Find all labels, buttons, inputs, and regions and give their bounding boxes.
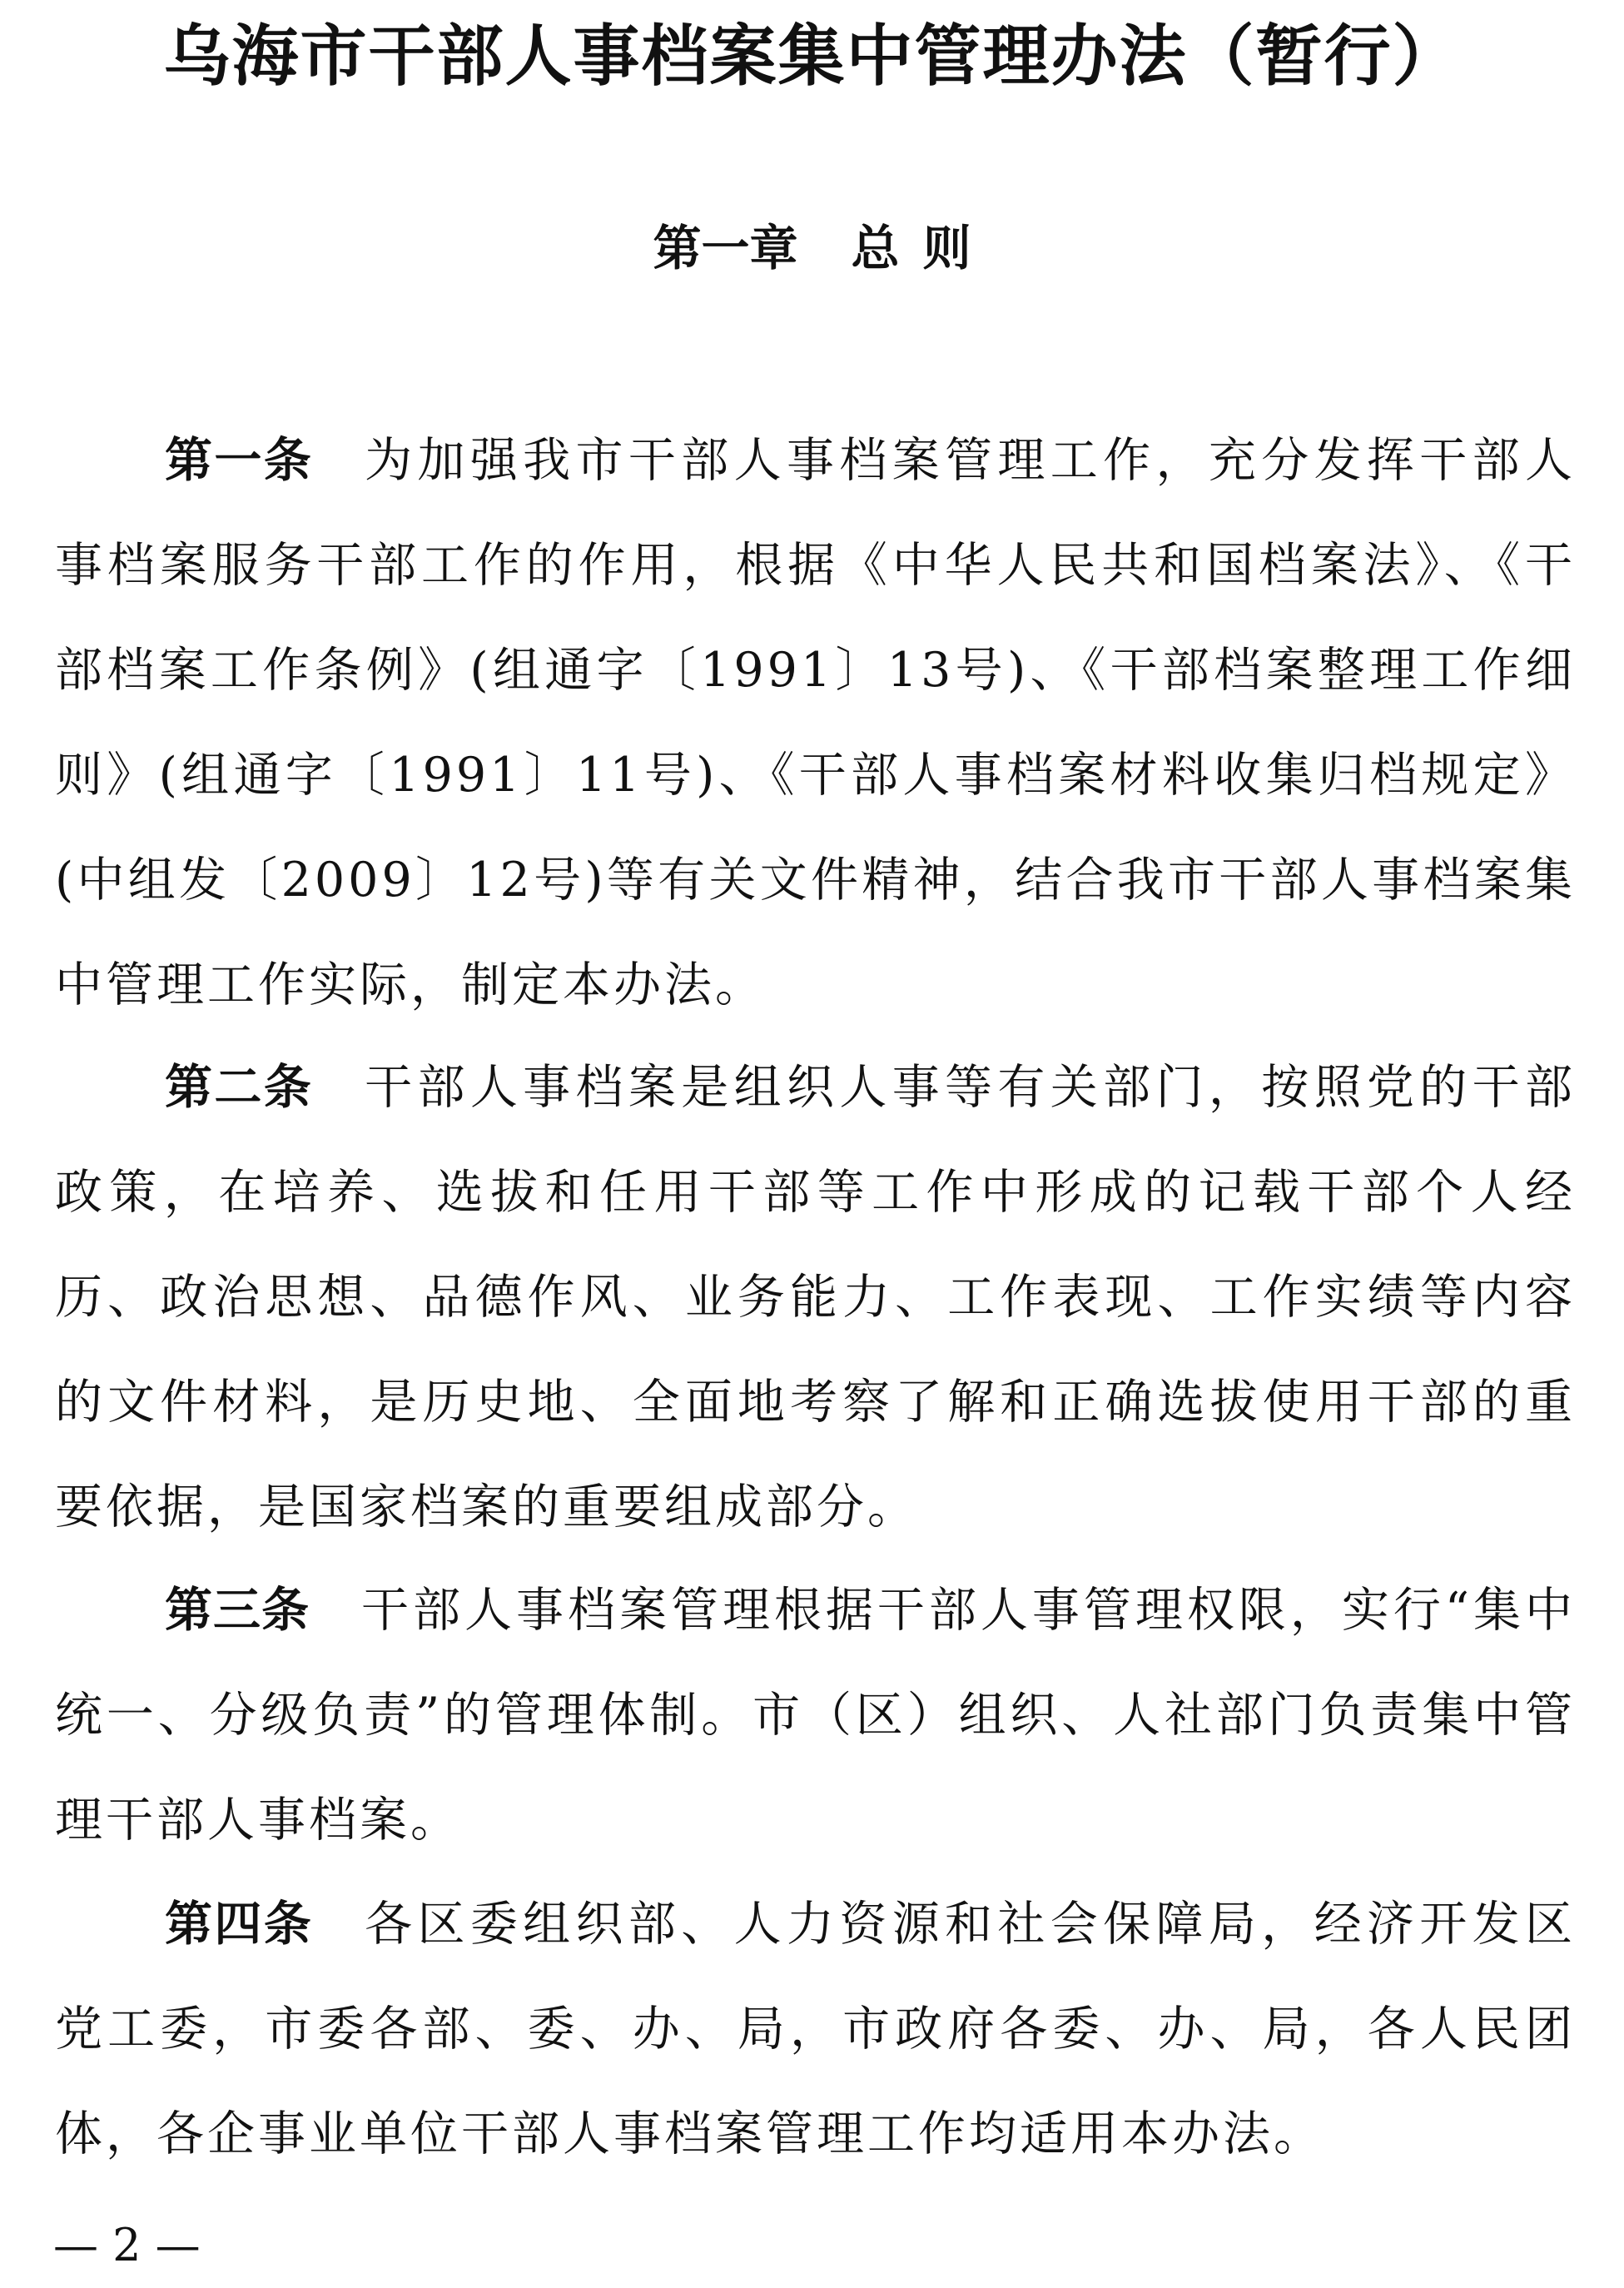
chapter-heading: [0, 215, 1624, 281]
chapter-name-part2: 则: [922, 220, 971, 276]
article-4: [55, 1872, 1576, 2186]
article-4-text: 各区委组织部、人力资源和社会保障局，经济开发区党工委，市委各部、委、办、局，市政府各委、办、局，各人民团体，各企事业单位干部人事档案管理工作均适用本办法。: [55, 1897, 1577, 2161]
article-4-label: 第四条: [165, 1897, 314, 1952]
article-1: [55, 408, 1576, 1037]
article-3-text: 干部人事档案管理根据干部人事管理权限，实行“集中统一、分级负责”的管理体制。市（区）组织、人社部门负责集中管理干部人事档案。: [55, 1583, 1576, 1848]
document-title: 乌海市干部人事档案集中管理办法（暂行）: [163, 17, 1461, 95]
page-number: — 2 —: [53, 2219, 201, 2271]
article-1-label: 第一条: [165, 433, 314, 488]
article-1-text: 为加强我市干部人事档案管理工作，充分发挥干部人事档案服务干部工作的作用，根据《中华人民共和国档案法》、《干部档案工作条例》(组通字〔1991〕13号)、《干部档案整理工作细则》(组通字〔1991〕11号)、《干部人事档案材料收集归档规定》(中组发〔2009〕12号)等有关文件精神，结合我市干部人事档案集中管理工作实际，制定本办法。: [55, 433, 1577, 1012]
chapter-name-part1: 总: [851, 220, 900, 276]
chapter-number: 第一章: [653, 220, 798, 276]
article-2-text: 干部人事档案是组织人事等有关部门，按照党的干部政策，在培养、选拔和任用干部等工作中形成的记载干部个人经历、政治思想、品德作风、业务能力、工作表现、工作实绩等内容的文件材料，是历史地、全面地考察了解和正确选拔使用干部的重要依据，是国家档案的重要组成部分。: [55, 1060, 1577, 1534]
article-3: [55, 1558, 1576, 1873]
article-3-label: 第三条: [165, 1583, 310, 1638]
article-2: [55, 1035, 1576, 1559]
article-2-label: 第二条: [165, 1060, 314, 1115]
